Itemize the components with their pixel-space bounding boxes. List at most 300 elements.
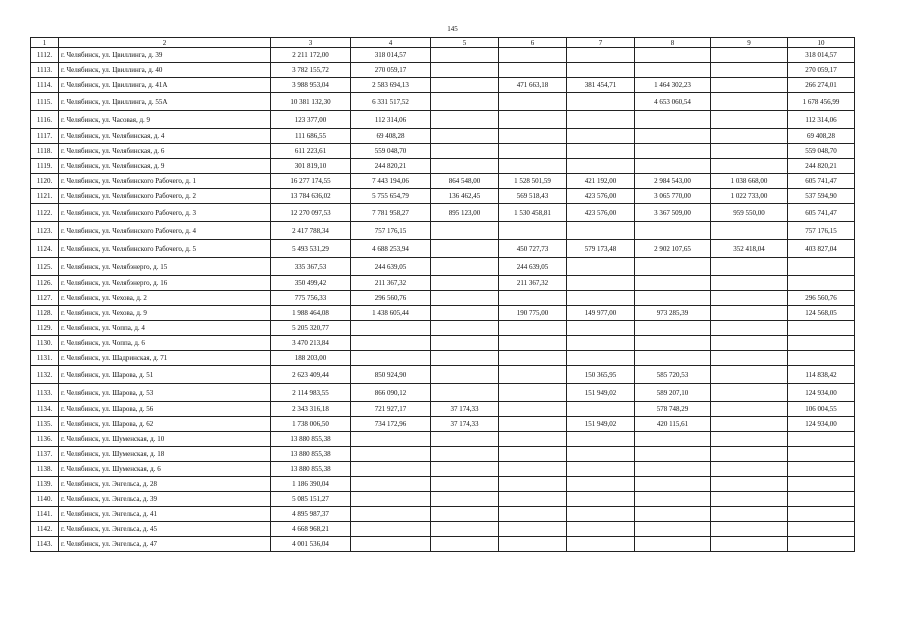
table-row [31,402,855,417]
cell-col-8 [635,129,711,144]
cell-col-10: 112 314,06 [788,111,855,129]
cell-col-10: 114 838,42 [788,366,855,384]
cell-col-9: 1 038 668,00 [711,174,788,189]
cell-col-4 [351,336,431,351]
cell-col-5: 864 548,00 [431,174,499,189]
cell-col-5 [431,447,499,462]
cell-address: г. Челябинск, ул. Энгельса, д. 41 [59,507,271,522]
cell-col-8: 589 207,10 [635,384,711,402]
cell-col-8 [635,276,711,291]
cell-col-9 [711,351,788,366]
cell-col-9 [711,492,788,507]
cell-col-8: 585 720,53 [635,366,711,384]
cell-col-6 [499,384,567,402]
cell-col-5 [431,336,499,351]
cell-col-7 [567,432,635,447]
cell-col-9 [711,291,788,306]
cell-total-cost: 12 270 097,53 [271,204,351,222]
cell-total-cost: 5 205 320,77 [271,321,351,336]
cell-col-5 [431,159,499,174]
cell-row-number: 1126. [31,276,59,291]
cell-col-10: 296 560,76 [788,291,855,306]
cell-col-6 [499,93,567,111]
cell-address: г. Челябинск, ул. Шуменская, д. 18 [59,447,271,462]
cell-col-7: 423 576,00 [567,189,635,204]
cell-col-10: 537 594,90 [788,189,855,204]
cell-address: г. Челябинск, ул. Челябинского Рабочего, д. 1 [59,174,271,189]
cell-col-5 [431,48,499,63]
cell-col-9 [711,336,788,351]
table-row [31,159,855,174]
cell-col-10: 106 004,55 [788,402,855,417]
cell-row-number: 1135. [31,417,59,432]
cell-col-6: 471 663,18 [499,78,567,93]
cell-col-4 [351,432,431,447]
cell-row-number: 1118. [31,144,59,159]
table-row [31,189,855,204]
cell-col-9 [711,78,788,93]
cell-col-7 [567,537,635,552]
cell-row-number: 1120. [31,174,59,189]
table-row [31,492,855,507]
cell-col-6 [499,159,567,174]
cell-address: г. Челябинск, ул. Энгельса, д. 28 [59,477,271,492]
cell-col-5 [431,240,499,258]
cell-col-9 [711,477,788,492]
cell-col-5 [431,63,499,78]
table-row [31,78,855,93]
cell-col-8: 1 464 302,23 [635,78,711,93]
cell-address: г. Челябинск, ул. Энгельса, д. 45 [59,522,271,537]
table-row [31,351,855,366]
table-row [31,129,855,144]
column-header: 9 [711,38,788,48]
cell-col-8 [635,492,711,507]
cell-col-9 [711,537,788,552]
cell-total-cost: 4 668 968,21 [271,522,351,537]
cell-row-number: 1132. [31,366,59,384]
cell-col-10 [788,507,855,522]
cell-col-9 [711,402,788,417]
cell-col-10: 559 048,70 [788,144,855,159]
page-number: 145 [447,25,458,33]
cell-col-4: 757 176,15 [351,222,431,240]
cell-col-5: 37 174,33 [431,402,499,417]
cell-row-number: 1129. [31,321,59,336]
cell-col-5: 136 462,45 [431,189,499,204]
cell-col-4 [351,351,431,366]
cell-col-4 [351,462,431,477]
cell-col-4: 244 639,05 [351,258,431,276]
cell-row-number: 1137. [31,447,59,462]
cell-col-10 [788,477,855,492]
table-row [31,417,855,432]
cell-address: г. Челябинск, ул. Шадринская, д. 71 [59,351,271,366]
cell-col-5 [431,306,499,321]
cell-row-number: 1139. [31,477,59,492]
table-row [31,291,855,306]
cell-col-10 [788,447,855,462]
cell-col-5: 895 123,00 [431,204,499,222]
cell-col-7 [567,291,635,306]
cell-col-8: 3 065 770,00 [635,189,711,204]
cell-col-7 [567,111,635,129]
cell-col-6 [499,129,567,144]
cell-address: г. Челябинск, ул. Цвиллинга, д. 39 [59,48,271,63]
cell-address: г. Челябинск, ул. Шуменская, д. 6 [59,462,271,477]
cell-total-cost: 16 277 174,55 [271,174,351,189]
cell-col-5 [431,222,499,240]
cell-col-6 [499,507,567,522]
cell-address: г. Челябинск, ул. Чехова, д. 2 [59,291,271,306]
cell-total-cost: 301 819,10 [271,159,351,174]
cell-row-number: 1136. [31,432,59,447]
table-row [31,432,855,447]
cell-col-6 [499,222,567,240]
cell-col-5 [431,129,499,144]
cell-col-10: 403 827,04 [788,240,855,258]
cell-row-number: 1122. [31,204,59,222]
cell-col-9 [711,93,788,111]
cell-col-8 [635,144,711,159]
cell-col-9 [711,507,788,522]
cell-total-cost: 10 381 132,30 [271,93,351,111]
cell-col-7 [567,63,635,78]
cell-col-5 [431,384,499,402]
cell-col-10: 605 741,47 [788,204,855,222]
cell-col-8 [635,537,711,552]
cell-total-cost: 611 223,61 [271,144,351,159]
table-row [31,306,855,321]
cell-row-number: 1116. [31,111,59,129]
cell-col-4: 559 048,70 [351,144,431,159]
cell-col-7 [567,351,635,366]
cell-total-cost: 13 784 636,02 [271,189,351,204]
cell-row-number: 1142. [31,522,59,537]
cell-col-10 [788,336,855,351]
cell-col-9 [711,462,788,477]
cell-col-9 [711,48,788,63]
cell-col-9 [711,432,788,447]
cell-col-7 [567,321,635,336]
cell-address: г. Челябинск, ул. Цвиллинга, д. 55А [59,93,271,111]
cell-col-9 [711,447,788,462]
cell-col-4: 4 688 253,94 [351,240,431,258]
cell-col-10: 318 014,57 [788,48,855,63]
column-header: 3 [271,38,351,48]
cell-col-9 [711,258,788,276]
cell-col-6 [499,462,567,477]
cell-col-10 [788,321,855,336]
cell-col-7 [567,129,635,144]
cell-col-5 [431,258,499,276]
cell-col-4: 5 755 654,79 [351,189,431,204]
cell-col-6: 211 367,32 [499,276,567,291]
cell-col-8: 420 115,61 [635,417,711,432]
cell-col-6: 569 518,43 [499,189,567,204]
cell-col-8 [635,522,711,537]
cell-col-4: 69 408,28 [351,129,431,144]
cell-total-cost: 3 782 155,72 [271,63,351,78]
cell-col-9: 1 022 733,00 [711,189,788,204]
cell-col-4 [351,321,431,336]
cell-col-10: 124 934,00 [788,417,855,432]
cell-col-10: 266 274,01 [788,78,855,93]
cell-row-number: 1141. [31,507,59,522]
cell-col-7: 381 454,71 [567,78,635,93]
cell-col-7: 150 365,95 [567,366,635,384]
column-header: 10 [788,38,855,48]
cell-address: г. Челябинск, ул. Чоппа, д. 4 [59,321,271,336]
cell-row-number: 1117. [31,129,59,144]
cell-col-7: 151 949,02 [567,417,635,432]
cell-col-6: 450 727,73 [499,240,567,258]
cell-row-number: 1125. [31,258,59,276]
cell-total-cost: 1 186 390,04 [271,477,351,492]
table-row [31,144,855,159]
cell-total-cost: 1 988 464,08 [271,306,351,321]
cell-col-10 [788,258,855,276]
cell-col-10 [788,276,855,291]
table-row [31,507,855,522]
cell-col-8 [635,351,711,366]
cell-col-7 [567,276,635,291]
cell-col-9 [711,522,788,537]
cell-col-10: 757 176,15 [788,222,855,240]
cell-col-9 [711,63,788,78]
table-row [31,240,855,258]
table-row [31,522,855,537]
cell-col-6 [499,537,567,552]
column-header: 8 [635,38,711,48]
cell-col-5 [431,432,499,447]
cell-col-10: 244 820,21 [788,159,855,174]
cell-col-8: 973 285,39 [635,306,711,321]
table-row [31,537,855,552]
cell-col-7 [567,159,635,174]
cell-col-8 [635,321,711,336]
cell-total-cost: 5 493 531,29 [271,240,351,258]
cell-col-8: 3 367 509,00 [635,204,711,222]
cell-col-7: 579 173,48 [567,240,635,258]
cell-col-10 [788,537,855,552]
cell-col-8 [635,222,711,240]
cell-col-5 [431,537,499,552]
cell-col-4: 1 438 605,44 [351,306,431,321]
cell-col-5 [431,78,499,93]
cell-col-8 [635,63,711,78]
cell-address: г. Челябинск, ул. Челябинского Рабочего, д. 3 [59,204,271,222]
cell-total-cost: 13 880 855,38 [271,432,351,447]
column-header: 5 [431,38,499,48]
cell-col-7 [567,492,635,507]
cell-row-number: 1123. [31,222,59,240]
cell-col-7 [567,258,635,276]
cell-total-cost: 2 114 983,55 [271,384,351,402]
cell-row-number: 1138. [31,462,59,477]
cell-row-number: 1119. [31,159,59,174]
cell-col-6: 1 530 458,81 [499,204,567,222]
cell-col-4: 270 059,17 [351,63,431,78]
cell-row-number: 1127. [31,291,59,306]
table-row [31,174,855,189]
cell-col-6 [499,432,567,447]
cell-address: г. Челябинск, ул. Шарова, д. 62 [59,417,271,432]
cell-row-number: 1133. [31,384,59,402]
cell-col-9 [711,129,788,144]
cell-total-cost: 2 623 409,44 [271,366,351,384]
cell-col-8: 2 902 107,65 [635,240,711,258]
cell-col-6 [499,48,567,63]
cell-col-8: 4 653 060,54 [635,93,711,111]
cell-col-10 [788,432,855,447]
table-row [31,48,855,63]
cell-col-6 [499,111,567,129]
cell-col-4: 211 367,32 [351,276,431,291]
cell-total-cost: 4 895 987,37 [271,507,351,522]
cell-col-7 [567,462,635,477]
cell-address: г. Челябинск, ул. Челябинского Рабочего, д. 2 [59,189,271,204]
table-row [31,276,855,291]
cell-col-4: 7 443 194,06 [351,174,431,189]
cell-col-10: 124 568,05 [788,306,855,321]
cell-col-9 [711,366,788,384]
cell-col-4 [351,447,431,462]
table-row [31,336,855,351]
cell-row-number: 1113. [31,63,59,78]
cell-col-6: 244 639,05 [499,258,567,276]
cell-total-cost: 3 988 953,04 [271,78,351,93]
cell-col-8 [635,462,711,477]
cell-total-cost: 335 367,53 [271,258,351,276]
cell-col-10 [788,522,855,537]
cell-col-9: 352 418,04 [711,240,788,258]
cell-col-7 [567,144,635,159]
cell-address: г. Челябинск, ул. Часовая, д. 9 [59,111,271,129]
header-row [31,38,855,48]
cell-address: г. Челябинск, ул. Чоппа, д. 6 [59,336,271,351]
cell-address: г. Челябинск, ул. Челябинского Рабочего, д. 4 [59,222,271,240]
cell-col-9 [711,306,788,321]
cell-address: г. Челябинск, ул. Цвиллинга, д. 41А [59,78,271,93]
cell-col-6 [499,366,567,384]
cell-col-7 [567,93,635,111]
cell-total-cost: 2 417 788,34 [271,222,351,240]
column-header: 1 [31,38,59,48]
cell-total-cost: 350 499,42 [271,276,351,291]
cell-col-5 [431,144,499,159]
cell-col-8 [635,507,711,522]
cell-col-4: 244 820,21 [351,159,431,174]
cell-address: г. Челябинск, ул. Энгельса, д. 47 [59,537,271,552]
cell-col-6 [499,336,567,351]
cell-total-cost: 3 470 213,84 [271,336,351,351]
cell-col-8 [635,258,711,276]
column-header: 2 [59,38,271,48]
cell-address: г. Челябинск, ул. Чехова, д. 9 [59,306,271,321]
cell-col-4: 734 172,96 [351,417,431,432]
cell-row-number: 1134. [31,402,59,417]
cell-col-8 [635,336,711,351]
cell-col-4 [351,522,431,537]
cell-row-number: 1128. [31,306,59,321]
cell-col-4: 318 014,57 [351,48,431,63]
cell-total-cost: 4 001 536,04 [271,537,351,552]
cell-col-4: 296 560,76 [351,291,431,306]
cell-address: г. Челябинск, ул. Шарова, д. 51 [59,366,271,384]
cell-col-6 [499,447,567,462]
cell-col-5 [431,492,499,507]
cell-col-10: 124 934,00 [788,384,855,402]
cell-total-cost: 13 880 855,38 [271,462,351,477]
cell-total-cost: 188 203,00 [271,351,351,366]
cell-col-9 [711,276,788,291]
cell-col-9 [711,417,788,432]
cell-col-8: 2 984 543,00 [635,174,711,189]
cell-col-6 [499,402,567,417]
cell-col-8 [635,159,711,174]
cell-total-cost: 5 085 151,27 [271,492,351,507]
cell-col-7 [567,222,635,240]
cell-col-9 [711,159,788,174]
cell-col-9 [711,321,788,336]
cell-col-7 [567,336,635,351]
cell-col-8 [635,111,711,129]
cell-col-5 [431,291,499,306]
cell-col-5 [431,111,499,129]
cell-col-6 [499,477,567,492]
cell-col-7: 423 576,00 [567,204,635,222]
cell-col-6: 190 775,00 [499,306,567,321]
cell-row-number: 1112. [31,48,59,63]
table-row [31,204,855,222]
cell-col-4: 2 583 694,13 [351,78,431,93]
cell-col-4: 850 924,90 [351,366,431,384]
cell-col-4: 112 314,06 [351,111,431,129]
cell-col-10: 69 408,28 [788,129,855,144]
cell-col-10 [788,462,855,477]
table-row [31,63,855,78]
cell-total-cost: 13 880 855,38 [271,447,351,462]
column-header: 7 [567,38,635,48]
cell-col-5 [431,321,499,336]
cell-col-5 [431,522,499,537]
table-row [31,258,855,276]
cell-col-5 [431,477,499,492]
cell-total-cost: 2 343 316,18 [271,402,351,417]
cell-total-cost: 2 211 172,00 [271,48,351,63]
cell-col-7: 149 977,00 [567,306,635,321]
cell-col-8 [635,291,711,306]
cell-col-5 [431,507,499,522]
cell-col-5 [431,276,499,291]
cell-address: г. Челябинск, ул. Шуменская, д. 10 [59,432,271,447]
cell-col-8 [635,432,711,447]
cell-col-7 [567,48,635,63]
cell-col-5: 37 174,33 [431,417,499,432]
table-row [31,462,855,477]
column-header: 4 [351,38,431,48]
cell-col-5 [431,366,499,384]
cell-row-number: 1131. [31,351,59,366]
cell-row-number: 1140. [31,492,59,507]
cell-col-4: 6 331 517,52 [351,93,431,111]
cell-col-10 [788,492,855,507]
cell-col-10: 605 741,47 [788,174,855,189]
table-row [31,222,855,240]
table-row [31,321,855,336]
cell-col-8 [635,477,711,492]
